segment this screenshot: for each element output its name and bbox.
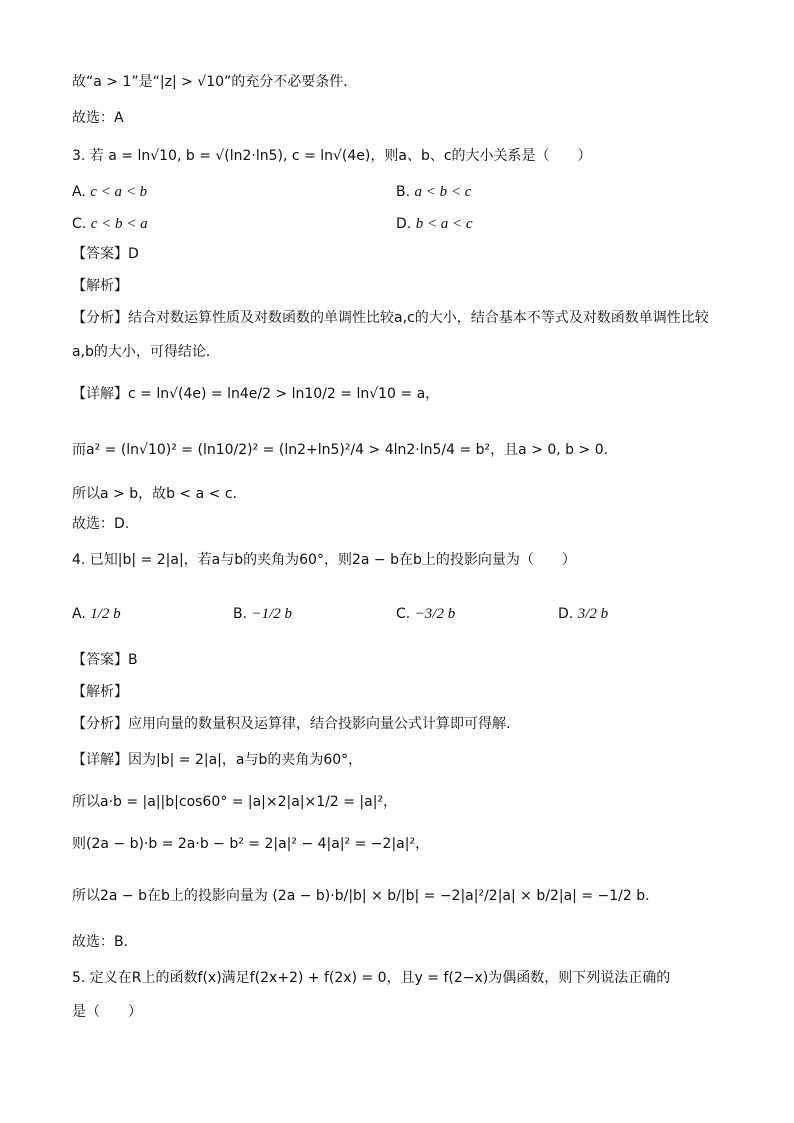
q2-conclusion: 故“a > 1”是“|z| > √10”的充分不必要条件． (72, 74, 358, 90)
q3-choice: 故选：D. (72, 516, 130, 532)
q4-detail-line2: 所以a·b = |a||b|cos60° = |a|×2|a|×1/2 = |a|²， (72, 794, 398, 810)
q3-detail-line1: 【详解】c = ln√(4e) = ln4e/2 > ln10/2 = ln√10 = a， (72, 386, 440, 402)
q4-option-b: B. −1/2 b (233, 606, 293, 622)
q3-fenxi-line1: 【分析】结合对数运算性质及对数函数的单调性比较a,c的大小，结合基本不等式及对数函数单调性比较 (72, 310, 709, 326)
q4-detail-line1: 【详解】因为|b| = 2|a|，a与b的夹角为60°， (72, 752, 363, 768)
q2-choice: 故选：A (72, 110, 124, 126)
q4-detail-line4: 所以2a − b在b上的投影向量为 (2a − b)·b/|b| × b/|b| = −2|a|²/2|a| × b/2|a| = −1/2 b． (72, 888, 660, 904)
q4-answer: 【答案】B (72, 652, 138, 668)
q4-stem: 4. 已知|b| = 2|a|，若a与b的夹角为60°，则2a − b在b上的投影向量为（ ） (72, 552, 576, 568)
q4-option-a: A. 1/2 b (72, 606, 121, 622)
q4-analysis-head: 【解析】 (72, 684, 128, 700)
q5-stem-line2: 是（ ） (72, 1004, 142, 1020)
q3-analysis-head: 【解析】 (72, 278, 128, 294)
q3-option-d: D. b < a < c (396, 216, 473, 232)
q4-choice: 故选：B. (72, 934, 129, 950)
q3-stem: 3. 若 a = ln√10, b = √(ln2·ln5), c = ln√(4e)，则a、b、c的大小关系是（ ） (72, 148, 592, 164)
q3-option-a: A. c < a < b (72, 184, 148, 200)
q3-option-b: B. a < b < c (396, 184, 472, 200)
q5-stem-line1: 5. 定义在R上的函数f(x)满足f(2x+2) + f(2x) = 0，且y = f(2−x)为偶函数，则下列说法正确的 (72, 970, 671, 986)
q4-option-d: D. 3/2 b (558, 606, 609, 622)
q3-detail-line2: 而a² = (ln√10)² = (ln10/2)² = (ln2+ln5)²/4 > 4ln2·ln5/4 = b²，且a > 0, b > 0． (72, 442, 618, 458)
q4-fenxi: 【分析】应用向量的数量积及运算律，结合投影向量公式计算即可得解. (72, 716, 511, 732)
q3-answer: 【答案】D (72, 246, 139, 262)
q4-option-c: C. −3/2 b (396, 606, 456, 622)
q4-detail-line3: 则(2a − b)·b = 2a·b − b² = 2|a|² − 4|a|² = −2|a|²， (72, 836, 430, 852)
q3-option-c: C. c < b < a (72, 216, 148, 232)
q3-detail-line3: 所以a > b，故b < a < c． (72, 486, 247, 502)
q3-fenxi-line2: a,b的大小，可得结论． (72, 344, 220, 360)
